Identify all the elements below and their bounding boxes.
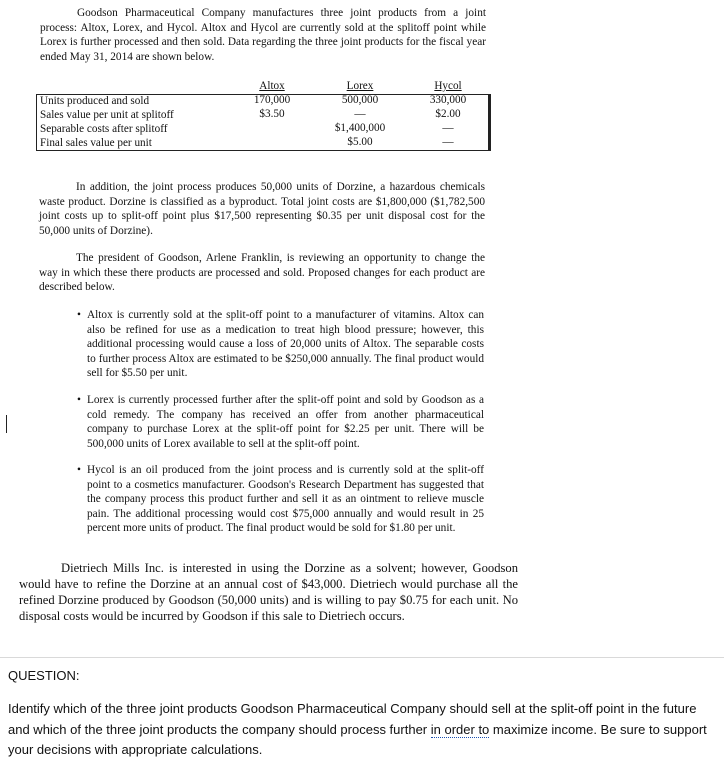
row-label-units: Units produced and sold [40,95,150,107]
bullet-dot-icon: • [77,309,81,321]
bullet-lorex [77,393,484,451]
column-header-altox: Altox [259,80,285,92]
column-header-hycol: Hycol [434,80,462,92]
cell-altox-sales: $3.50 [259,108,285,120]
president-paragraph [39,251,485,295]
bullet-altox-text: Altox is currently sold at the split-off point to a manufacturer of vitamins. Altox can also be refined for use as a medication to treat high blood pressure; however, this additional processing would cause a loss of 20,000 units of Altox. The separable costs to further process Altox are estimated to be $250,000 annually. The final product would sell for $5.50 per unit. [87,309,484,380]
bullet-dot-icon: • [77,394,81,406]
bullet-altox [77,308,484,381]
question-label: QUESTION: [8,668,80,683]
question-text-underlined: in order to [430,721,490,737]
cell-hycol-sales: $2.00 [435,108,461,120]
cell-lorex-separable: $1,400,000 [334,122,386,134]
cell-lorex-units: 500,000 [341,94,379,106]
question-text [8,699,720,761]
intro-paragraph [40,6,486,64]
bullet-hycol [77,463,484,536]
cell-altox-units: 170,000 [253,94,291,106]
question-text-part2: maximize income. Be sure to support your decisions with appropriate calculations. [8,721,707,757]
row-label-final-sales: Final sales value per unit [40,137,152,149]
joint-products-table [36,80,489,151]
cell-hycol-final: — [442,136,454,148]
president-text: The president of Goodson, Arlene Franklin, is reviewing an opportunity to change the way in which these there products are processed and sold. Proposed changes for each product are described below. [39,252,485,294]
bullet-dot-icon: • [77,464,81,476]
dietriech-text: Dietriech Mills Inc. is interested in using the Dorzine as a solvent; however, Goodson would have to refine the Dorzine at an annual cost of $43,000. Dietriech would purchase all the refined Dorzine produced by Goodson (50,000 units) and is willing to pay $0.75 for each unit. No disposal costs would be incurred by Goodson if this sale to Dietriech occurs. [19,561,518,623]
dorzine-paragraph [39,180,485,238]
column-header-lorex: Lorex [346,80,374,92]
cell-hycol-separable: — [442,122,454,134]
dorzine-text: In addition, the joint process produces 50,000 units of Dorzine, a hazardous chemicals waste product. Dorzine is classified as a byproduct. Total joint costs are $1,800,000 ($1,782,500 joint costs up to split-off point plus $17,500 representing $0.35 per unit disposal cost for the 50,000 units of Dorzine). [39,181,485,237]
cell-hycol-units: 330,000 [429,94,467,106]
row-label-separable-costs: Separable costs after splitoff [40,123,168,135]
bullet-hycol-text: Hycol is an oil produced from the joint process and is currently sold at the split-off point to a cosmetics manufacturer. Goodson's Research Department has suggested that the company process this product further and sell it as an ointment to relieve muscle pain. The additional processing would cost $75,000 annually and would result in 25 percent more units of product. The final product would be sold for $1.80 per unit. [87,464,484,535]
text-cursor [6,415,7,433]
cell-lorex-sales: — [354,108,366,120]
bullet-lorex-text: Lorex is currently processed further after the split-off point and sold by Goodson as a cold remedy. The company has received an offer from another pharmaceutical company to purchase Lorex at the split-off point for $2.25 per unit. There will be 500,000 units of Lorex available to sell at the split-off point. [87,394,484,450]
question-text-part1: Identify which of the three joint products Goodson Pharmaceutical Company should sell at the split-off point in the future and which of the three joint products the company should process further [8,701,697,737]
intro-text: Goodson Pharmaceutical Company manufactures three joint products from a joint process: Altox, Lorex, and Hycol. Altox and Hycol are currently sold at the splitoff point while Lorex is further processed and then sold. Data regarding the three joint products for the fiscal year ended May 31, 2014 are shown below. [40,7,486,63]
dietriech-paragraph [19,560,518,624]
section-divider [0,657,724,658]
table-right-rule [489,94,491,151]
row-label-sales-value: Sales value per unit at splitoff [40,109,174,121]
cell-lorex-final: $5.00 [347,136,373,148]
